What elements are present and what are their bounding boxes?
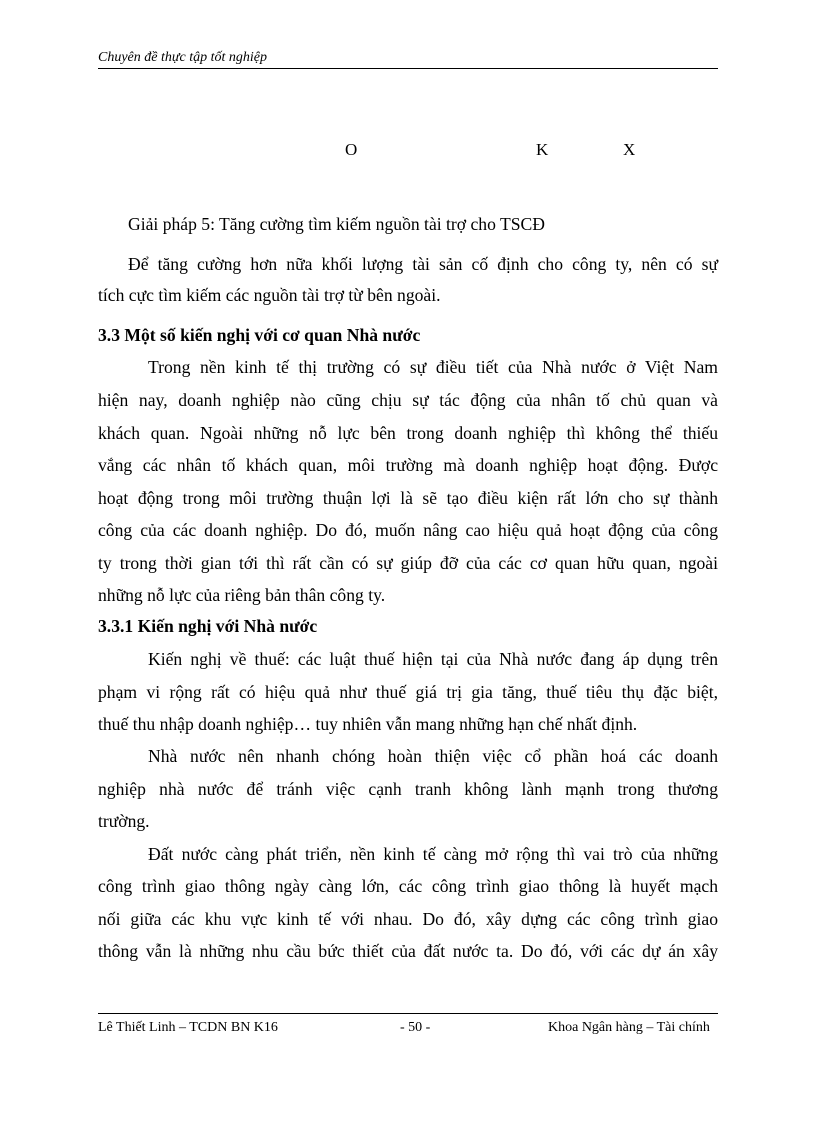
paragraph-2-line-4: vắng các nhân tố khách quan, môi trường mà doanh nghiệp hoạt động. Được	[98, 455, 718, 475]
paragraph-2-line-3: khách quan. Ngoài những nỗ lực bên trong doanh nghiệp thì không thể thiếu	[98, 423, 718, 443]
heading-3-3-1: 3.3.1 Kiến nghị với Nhà nước	[98, 616, 318, 636]
solution-title: Giải pháp 5: Tăng cường tìm kiếm nguồn tài trợ cho TSCĐ	[128, 214, 545, 234]
paragraph-2-line-8: những nỗ lực của riêng bản thân công ty.	[98, 585, 386, 605]
paragraph-2-line-5: hoạt động trong môi trường thuận lợi là sẽ tạo điều kiện rất lớn cho sự thành	[98, 488, 718, 508]
stray-letter-x: X	[623, 140, 636, 159]
paragraph-4-line-3: trường.	[98, 811, 150, 831]
paragraph-1-line-2: tích cực tìm kiếm các nguồn tài trợ từ bên ngoài.	[98, 285, 441, 305]
paragraph-4-line-2: nghiệp nhà nước để tránh việc cạnh tranh không lành mạnh trong thương	[98, 779, 718, 799]
paragraph-3-line-2: phạm vi rộng rất có hiệu quả như thuế giá trị gia tăng, thuế tiêu thụ đặc biệt,	[98, 682, 718, 702]
paragraph-2-line-1: Trong nền kinh tế thị trường có sự điều tiết của Nhà nước ở Việt Nam	[148, 357, 718, 377]
stray-letter-k: K	[536, 140, 549, 159]
paragraph-2-line-6: công của các doanh nghiệp. Do đó, muốn nâng cao hiệu quả hoạt động của công	[98, 520, 718, 540]
paragraph-1-line-1: Để tăng cường hơn nữa khối lượng tài sản cố định cho công ty, nên có sự	[128, 254, 718, 274]
footer-rule	[98, 1013, 718, 1014]
paragraph-5-line-1: Đất nước càng phát triển, nền kinh tế càng mở rộng thì vai trò của những	[148, 844, 718, 864]
footer-page-number: - 50 -	[400, 1020, 431, 1035]
heading-3-3: 3.3 Một số kiến nghị với cơ quan Nhà nước	[98, 325, 421, 345]
paragraph-5-line-2: công trình giao thông ngày càng lớn, các công trình giao thông là huyết mạch	[98, 876, 718, 896]
paragraph-2-line-2: hiện nay, doanh nghiệp nào cũng chịu sự tác động của nhân tố chủ quan và	[98, 390, 718, 410]
footer-author: Lê Thiết Linh – TCDN BN K16	[98, 1020, 278, 1035]
paragraph-3-line-3: thuế thu nhập doanh nghiệp… tuy nhiên vẫn mang những hạn chế nhất định.	[98, 714, 638, 734]
footer-department: Khoa Ngân hàng – Tài chính	[548, 1020, 710, 1035]
paragraph-4-line-1: Nhà nước nên nhanh chóng hoàn thiện việc cổ phần hoá các doanh	[148, 746, 718, 766]
paragraph-5-line-4: thông vẫn là những nhu cầu bức thiết của đất nước ta. Do đó, với các dự án xây	[98, 941, 718, 961]
stray-letter-o: O	[345, 140, 358, 159]
paragraph-3-line-1: Kiến nghị về thuế: các luật thuế hiện tại của Nhà nước đang áp dụng trên	[148, 649, 718, 669]
paragraph-2-line-7: ty trong thời gian tới thì rất cần có sự giúp đỡ của các cơ quan hữu quan, ngoài	[98, 553, 718, 573]
page-header	[98, 48, 718, 69]
header-title: Chuyên đề thực tập tốt nghiệp	[98, 50, 267, 65]
paragraph-5-line-3: nối giữa các khu vực kinh tế với nhau. Do đó, xây dựng các công trình giao	[98, 909, 718, 929]
